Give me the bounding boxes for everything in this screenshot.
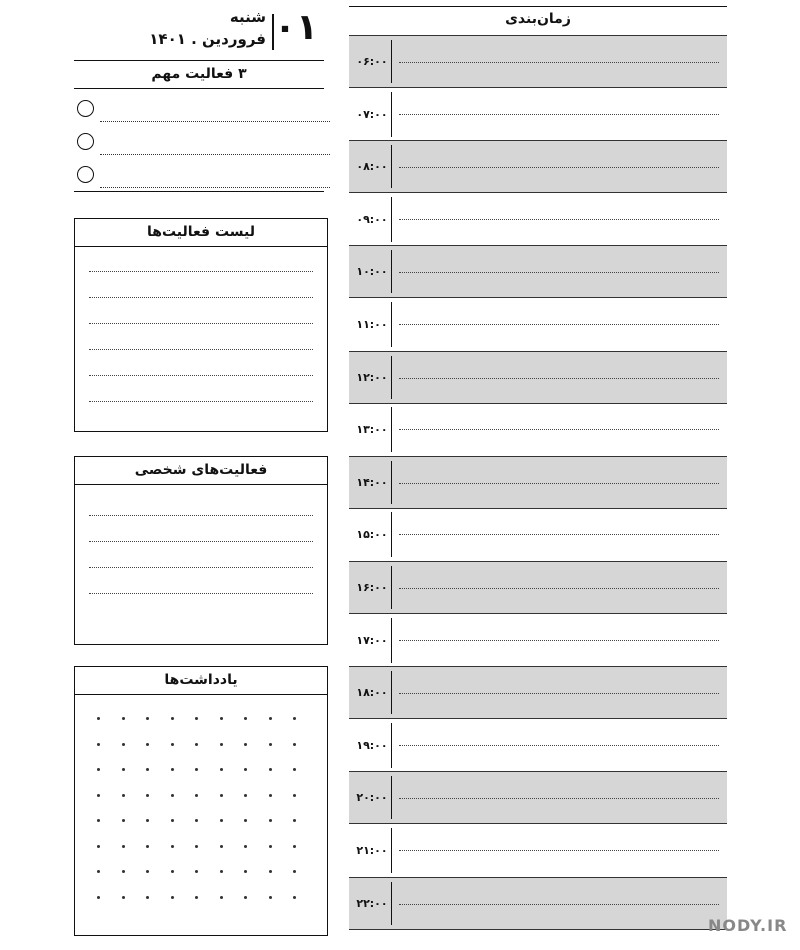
slot-writing-line[interactable] bbox=[399, 693, 719, 694]
slot-divider bbox=[391, 566, 392, 609]
slot-time-label: ۱۵:۰۰ bbox=[356, 528, 388, 542]
personal-activities-writing-line[interactable] bbox=[89, 567, 313, 568]
grid-dot bbox=[146, 717, 149, 720]
slot-divider bbox=[391, 723, 392, 768]
grid-dot bbox=[269, 870, 272, 873]
schedule-slot[interactable] bbox=[349, 666, 727, 719]
activity-list-panel bbox=[74, 218, 328, 432]
grid-dot bbox=[195, 768, 198, 771]
grid-dot bbox=[220, 819, 223, 822]
grid-dot bbox=[97, 794, 100, 797]
grid-dot bbox=[220, 870, 223, 873]
schedule-slot[interactable] bbox=[349, 719, 727, 772]
slot-time-label: ۱۷:۰۰ bbox=[356, 633, 388, 647]
checkbox-circle-icon[interactable] bbox=[77, 100, 94, 117]
top-activities-section bbox=[74, 60, 330, 193]
slot-time-label: ۲۰:۰۰ bbox=[356, 791, 388, 805]
grid-dot bbox=[171, 794, 174, 797]
grid-dot bbox=[244, 717, 247, 720]
personal-activities-writing-line[interactable] bbox=[89, 541, 313, 542]
grid-dot bbox=[244, 845, 247, 848]
grid-dot bbox=[269, 845, 272, 848]
grid-dot bbox=[220, 794, 223, 797]
slot-time-label: ۲۲:۰۰ bbox=[356, 896, 388, 910]
slot-time-label: ۱۳:۰۰ bbox=[356, 423, 388, 437]
grid-dot bbox=[146, 819, 149, 822]
activity-list-writing-line[interactable] bbox=[89, 401, 313, 402]
grid-dot bbox=[146, 794, 149, 797]
grid-dot bbox=[122, 768, 125, 771]
grid-dot bbox=[195, 896, 198, 899]
grid-dot bbox=[122, 870, 125, 873]
weekday-label: شنبه bbox=[229, 8, 266, 26]
grid-dot bbox=[171, 768, 174, 771]
slot-divider bbox=[391, 407, 392, 452]
slot-writing-line[interactable] bbox=[399, 483, 719, 484]
schedule-slot[interactable] bbox=[349, 877, 727, 930]
grid-dot bbox=[244, 768, 247, 771]
grid-dot bbox=[122, 819, 125, 822]
slot-divider bbox=[391, 461, 392, 504]
slot-divider bbox=[391, 618, 392, 663]
grid-dot bbox=[244, 819, 247, 822]
grid-dot bbox=[244, 794, 247, 797]
schedule-slot[interactable] bbox=[349, 245, 727, 298]
schedule-slot[interactable] bbox=[349, 456, 727, 509]
notes-title: یادداشت‌ها bbox=[75, 667, 327, 695]
top-activity-item[interactable] bbox=[74, 100, 330, 130]
slot-time-label: ۰۸:۰۰ bbox=[356, 160, 388, 174]
slot-time-label: ۱۸:۰۰ bbox=[356, 686, 388, 700]
grid-dot bbox=[146, 743, 149, 746]
grid-dot bbox=[293, 870, 296, 873]
slot-writing-line[interactable] bbox=[399, 588, 719, 589]
grid-dot bbox=[293, 743, 296, 746]
grid-dot bbox=[195, 794, 198, 797]
watermark-text: NODY.IR bbox=[708, 916, 788, 935]
schedule-title: زمان‌بندی bbox=[349, 6, 727, 32]
top-activities-title: ۳ فعالیت مهم bbox=[74, 60, 324, 89]
grid-dot bbox=[171, 845, 174, 848]
activity-list-writing-line[interactable] bbox=[89, 349, 313, 350]
grid-dot bbox=[171, 819, 174, 822]
date-divider bbox=[272, 14, 274, 50]
slot-divider bbox=[391, 776, 392, 819]
slot-time-label: ۱۶:۰۰ bbox=[356, 581, 388, 594]
grid-dot bbox=[269, 768, 272, 771]
notes-panel bbox=[74, 666, 328, 936]
personal-activities-writing-line[interactable] bbox=[89, 515, 313, 516]
slot-writing-line[interactable] bbox=[399, 62, 719, 63]
grid-dot bbox=[195, 845, 198, 848]
grid-dot bbox=[293, 768, 296, 771]
day-number: ۰۱ bbox=[274, 7, 318, 48]
slot-time-label: ۱۰:۰۰ bbox=[356, 265, 388, 279]
schedule-slot[interactable] bbox=[349, 35, 727, 88]
slot-writing-line[interactable] bbox=[399, 272, 719, 273]
top-activity-writing-line bbox=[100, 187, 330, 188]
grid-dot bbox=[220, 845, 223, 848]
slot-writing-line[interactable] bbox=[399, 904, 719, 905]
slot-divider bbox=[391, 145, 392, 188]
grid-dot bbox=[97, 743, 100, 746]
schedule-slot[interactable] bbox=[349, 88, 727, 141]
grid-dot bbox=[293, 845, 296, 848]
schedule-slot[interactable] bbox=[349, 508, 727, 561]
slot-divider bbox=[391, 197, 392, 242]
grid-dot bbox=[293, 896, 296, 899]
notes-dot-grid bbox=[97, 717, 297, 909]
grid-dot bbox=[269, 743, 272, 746]
schedule-slot[interactable] bbox=[349, 614, 727, 667]
grid-dot bbox=[146, 768, 149, 771]
grid-dot bbox=[293, 794, 296, 797]
slot-time-label: ۱۱:۰۰ bbox=[356, 318, 388, 331]
slot-writing-line[interactable] bbox=[399, 745, 719, 746]
activity-list-writing-line[interactable] bbox=[89, 271, 313, 272]
slot-time-label: ۱۴:۰۰ bbox=[356, 475, 388, 489]
slot-divider bbox=[391, 828, 392, 873]
grid-dot bbox=[244, 743, 247, 746]
grid-dot bbox=[97, 870, 100, 873]
grid-dot bbox=[146, 896, 149, 899]
grid-dot bbox=[146, 845, 149, 848]
grid-dot bbox=[293, 819, 296, 822]
slot-time-label: ۱۹:۰۰ bbox=[356, 738, 388, 752]
slot-time-label: ۱۲:۰۰ bbox=[356, 370, 388, 384]
slot-writing-line[interactable] bbox=[399, 378, 719, 379]
grid-dot bbox=[220, 896, 223, 899]
slot-writing-line[interactable] bbox=[399, 167, 719, 168]
grid-dot bbox=[97, 845, 100, 848]
personal-activities-panel bbox=[74, 456, 328, 645]
slot-time-label: ۰۷:۰۰ bbox=[356, 107, 388, 121]
activity-list-title: لیست فعالیت‌ها bbox=[75, 219, 327, 247]
slot-time-label: ۲۱:۰۰ bbox=[356, 844, 388, 857]
checkbox-circle-icon[interactable] bbox=[77, 133, 94, 150]
top-activity-writing-line bbox=[100, 121, 330, 122]
grid-dot bbox=[269, 819, 272, 822]
grid-dot bbox=[97, 717, 100, 720]
grid-dot bbox=[122, 794, 125, 797]
grid-dot bbox=[195, 743, 198, 746]
slot-time-label: ۰۹:۰۰ bbox=[356, 212, 388, 226]
slot-divider bbox=[391, 671, 392, 714]
slot-writing-line[interactable] bbox=[399, 534, 719, 535]
slot-divider bbox=[391, 92, 392, 137]
grid-dot bbox=[269, 717, 272, 720]
grid-dot bbox=[220, 768, 223, 771]
grid-dot bbox=[122, 717, 125, 720]
schedule-slot[interactable] bbox=[349, 298, 727, 351]
grid-dot bbox=[97, 819, 100, 822]
grid-dot bbox=[171, 896, 174, 899]
personal-activities-title: فعالیت‌های شخصی bbox=[75, 457, 327, 485]
slot-writing-line[interactable] bbox=[399, 429, 719, 430]
slot-divider bbox=[391, 250, 392, 293]
slot-divider bbox=[391, 356, 392, 399]
slot-writing-line[interactable] bbox=[399, 324, 719, 325]
grid-dot bbox=[122, 845, 125, 848]
grid-dot bbox=[195, 819, 198, 822]
schedule-slot[interactable] bbox=[349, 824, 727, 877]
grid-dot bbox=[122, 896, 125, 899]
slot-divider bbox=[391, 882, 392, 925]
activity-list-writing-line[interactable] bbox=[89, 323, 313, 324]
grid-dot bbox=[244, 896, 247, 899]
slot-divider bbox=[391, 302, 392, 347]
schedule-slot[interactable] bbox=[349, 771, 727, 824]
activity-list-writing-line[interactable] bbox=[89, 375, 313, 376]
schedule-slot[interactable] bbox=[349, 403, 727, 456]
slot-writing-line[interactable] bbox=[399, 640, 719, 641]
slot-writing-line[interactable] bbox=[399, 114, 719, 115]
slot-time-label: ۰۶:۰۰ bbox=[356, 55, 388, 68]
top-activity-writing-line bbox=[100, 154, 330, 155]
grid-dot bbox=[97, 768, 100, 771]
grid-dot bbox=[171, 717, 174, 720]
date-header bbox=[149, 6, 318, 54]
grid-dot bbox=[97, 896, 100, 899]
checkbox-circle-icon[interactable] bbox=[77, 166, 94, 183]
grid-dot bbox=[146, 870, 149, 873]
top-activity-item[interactable] bbox=[74, 133, 330, 163]
grid-dot bbox=[244, 870, 247, 873]
activity-list-writing-line[interactable] bbox=[89, 297, 313, 298]
grid-dot bbox=[171, 743, 174, 746]
grid-dot bbox=[293, 717, 296, 720]
schedule-slot[interactable] bbox=[349, 140, 727, 193]
schedule-slot[interactable] bbox=[349, 351, 727, 404]
slot-writing-line[interactable] bbox=[399, 798, 719, 799]
slot-divider bbox=[391, 512, 392, 557]
schedule-slot[interactable] bbox=[349, 561, 727, 614]
slot-writing-line[interactable] bbox=[399, 219, 719, 220]
top-activity-item[interactable] bbox=[74, 166, 330, 196]
grid-dot bbox=[269, 794, 272, 797]
grid-dot bbox=[195, 717, 198, 720]
grid-dot bbox=[220, 717, 223, 720]
slot-divider bbox=[391, 40, 392, 83]
grid-dot bbox=[220, 743, 223, 746]
grid-dot bbox=[171, 870, 174, 873]
grid-dot bbox=[122, 743, 125, 746]
schedule-section bbox=[349, 6, 727, 936]
slot-writing-line[interactable] bbox=[399, 850, 719, 851]
month-year-label: فروردین . ۱۴۰۱ bbox=[149, 30, 266, 48]
grid-dot bbox=[269, 896, 272, 899]
personal-activities-writing-line[interactable] bbox=[89, 593, 313, 594]
grid-dot bbox=[195, 870, 198, 873]
schedule-slot[interactable] bbox=[349, 193, 727, 246]
